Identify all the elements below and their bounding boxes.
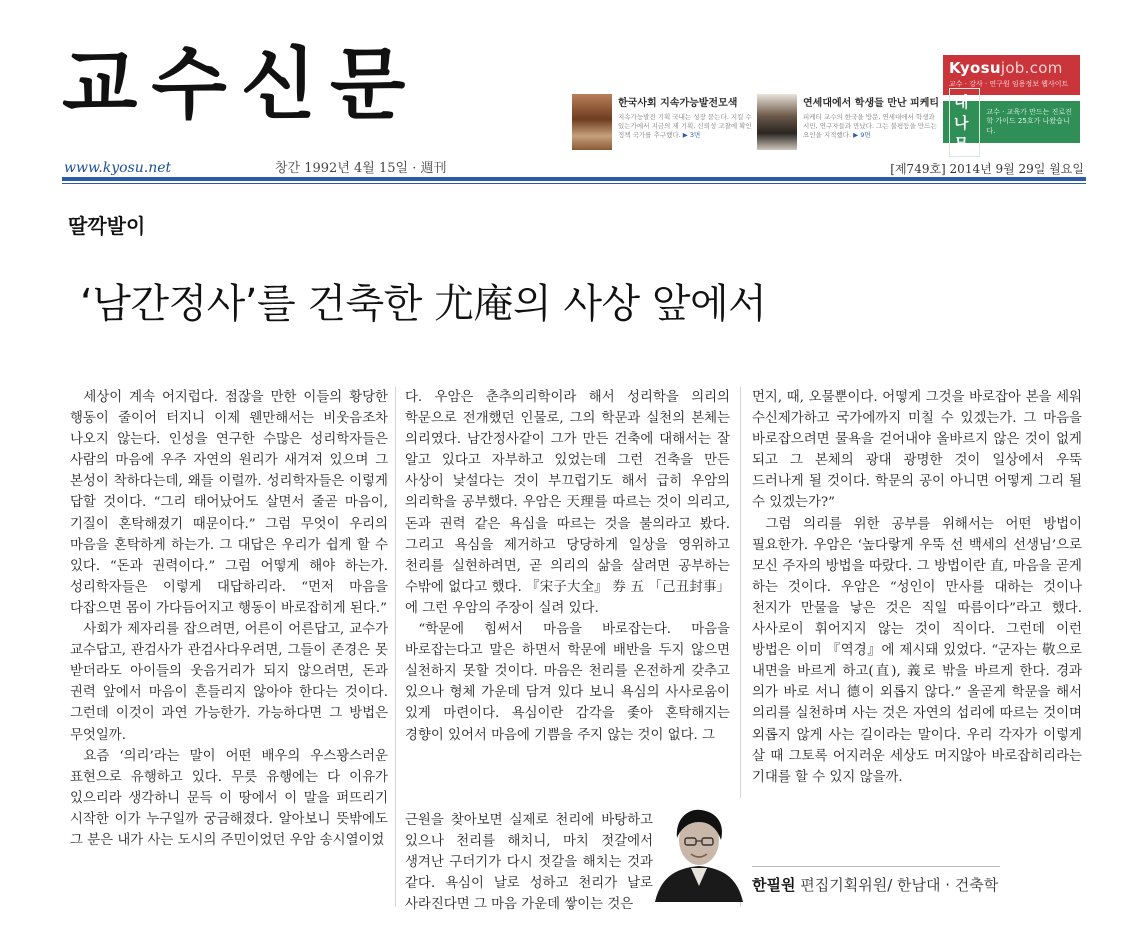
teaser-piketty[interactable] [757,94,940,156]
teaser-text: 지속가능발전 기획 국내는 성장 묻는다. 지킬 수 있는가에서 지금의 제 기획, 신뢰성 고찰에 확인 정책 국가를 추구했다. ▶ 3면 [618,113,752,139]
ad-subtitle: 교수 · 강사 · 연구원 임용정보 웹사이트 [949,80,1069,88]
ad-daenamu[interactable] [943,92,1080,153]
ad-subtitle: 교수 · 교육가 만드는 진로진학 가이드 25호가 나왔습니다. [986,108,1072,135]
column-name: 딸깍발이 [68,214,146,238]
site-url[interactable]: www.kyosu.net [64,160,172,176]
author-role: 편집기획위원/ 한남대 · 건축학 [800,876,999,894]
ad-brand: 대나무 [949,88,980,157]
article-column-2 [405,387,730,746]
byline-rule [752,866,1000,867]
author-name: 한필원 [752,876,796,894]
paragraph: “학문에 힘써서 마음을 바로잡는다. 마음을 바로잡는다고 말은 하면서 학문에 배반을 두지 않으면 실천하지 못할 것이다. 마음은 천리를 온전하게 갖추고 있으나 형체 가운데 담겨 있다 보니 욕심의 사사로움이 있게 마련이다. 욕심이란 감각을 좇아 혼탁해지는 경향이 있어서 마음에 기쁨을 주지 않는 것이 없다. 그 [405,622,730,743]
teaser-photo [757,94,797,150]
article-column-3 [752,387,1082,788]
founded-date: 창간 1992년 4월 15일 · 週刊 [275,161,447,176]
column-divider [395,387,396,907]
newspaper-logo: 교수신문 [62,40,420,130]
teaser-sustainability[interactable] [572,94,752,156]
paragraph: 요즘 ‘의리’라는 말이 어떤 배우의 우스꽝스러운 표현으로 유행하고 있다. 무릇 유행에는 다 이유가 있으리라 생각하니 문득 이 땅에서 이 말을 퍼뜨리기 시작한 이가 누구일까 궁금해졌다. 알아보니 뜻밖에도 그 분은 내가 사는 도시의 주민이었던 우암 송시열이었 [70,748,388,848]
article-column-2-tail: 근원을 찾아보면 실제로 천리에 바탕하고 있으나 천리를 해치니, 마치 젓갈에서 생겨난 구더기가 다시 젓갈을 해치는 것과 같다. 욕심이 날로 성하고 천리가 날로 사라진다면 그 마음 가운데 쌓이는 것은 [405,813,653,913]
paragraph: 먼지, 때, 오물뿐이다. 어떻게 그것을 바로잡아 본을 세워 수신제가하고 국가에까지 미칠 수 있겠는가. 그 마음을 바로잡으려면 물욕을 걷어내야 올바르지 않은 것이 없게 되고 그 본체의 광대 광명한 것이 일상에서 우뚝 드러나게 될 것이다. 학문의 공이 아니면 어떻게 그리 될 수 있겠는가?” [752,390,1082,511]
teaser-title: 한국사회 지속가능발전모색 [618,98,738,109]
author-byline [752,874,998,895]
teaser-text: 피케티 교수의 한국을 방문, 연세대에서 학생과 시민, 연구자들과 만났다. 그는 불평등을 만드는 요인을 지적했다. ▶ 9면 [803,113,937,139]
teaser-photo [572,94,612,150]
paragraph: 사회가 제자리를 잡으려면, 어른이 어른답고, 교수가 교수답고, 관검사가 관검사다우려면, 그들이 존경은 못 받더라도 아이들의 웃음거리가 되지 않으려면, 돈과 권력 앞에서 마음이 흔들리지 않아야 한다는 것이다. 그런데 이것이 과연 가능한가. 가능하다면 그 방법은 무엇일까. [70,622,388,743]
teaser-title: 연세대에서 학생들 만난 피케티 [803,98,940,109]
masthead-rule-thin [62,183,1086,184]
paragraph: 다. 우암은 춘추의리학이라 해서 성리학을 의리의 학문으로 전개했던 인물로, 그의 학문과 실천의 본체는 의리였다. 남간정사같이 그가 만든 건축에 대해서는 잘 알고 있다고 자부하고 있었는데 그런 건축을 만든 사상이 낯설다는 것이 부끄럽기도 해서 급히 우암의 의리학을 공부했다. 우암은 天理를 따르는 것이 의리고, 돈과 권력 같은 욕심을 따르는 것을 불의라고 봤다. 그리고 욕심을 제거하고 당당하게 일상을 영위하고 천리를 실현하려면, 곧 의리의 삶을 살려면 공부하는 수밖에 없다고 했다. 『宋子大全』 券 五 「己丑封事」에 그런 우암의 주장이 실려 있다. [405,390,730,616]
author-photo [655,798,743,902]
masthead-rule [62,177,1086,181]
paragraph: 그럼 의리를 위한 공부를 위해서는 어떤 방법이 필요한가. 우암은 ‘높다랗게 우뚝 선 백세의 선생님’으로 모신 주자의 방법을 따랐다. 그 방법이란 直, 마음을 곧게 하는 것이다. 우암은 “성인이 만사를 대하는 것이나 천지가 만물을 낳은 것은 직일 따름이다”라고 했다. 사사로이 휘어지지 않는 것이 직이다. 그런데 이런 방법은 이미 『역경』에 제시돼 있었다. “군자는 敬으로 내면을 바르게 하고(直), 義로 밖을 바르게 한다. 경과 의가 바로 서니 德이 외롭지 않다.” 올곧게 학문을 해서 의리를 실천하며 사는 것은 자연의 섭리에 따르는 것이며 외롭지 않게 사는 길이라는 말이다. 우리 각자가 이렇게 살 때 그토록 어지러운 세상도 머지않아 바로잡히리라는 기대를 할 수 있지 않을까. [752,516,1082,785]
ad-brand: Kyosujob.com [949,59,1063,77]
issue-number-date: [제749호] 2014년 9월 29일 월요일 [890,162,1084,176]
article-headline: ‘남간정사’를 건축한 尤庵의 사상 앞에서 [80,281,767,327]
article-column-1 [70,387,388,851]
paragraph: 세상이 계속 어지럽다. 점잖을 만한 이들의 황당한 행동이 줄이어 터지니 이제 웬만해서는 비웃음조차 나오지 않는다. 인성을 연구한 수많은 성리학자들은 사람의 마음에 우주 자연의 원리가 새겨져 있으며 그 본성이 착하다는데, 왜들 이럴까. 성리학자들은 이렇게 답할 것이다. “그리 태어났어도 살면서 줄곧 마음이, 기질이 혼탁해졌기 때문이다.” 그럼 무엇이 우리의 마음을 혼탁하게 하는가. 그 대답은 우리가 쉽게 할 수 있다. “돈과 권력이다.” 그럼 어떻게 해야 하는가. 성리학자들은 이렇게 대답하리라. “먼저 마음을 다잡으면 몸이 가다듬어지고 행동이 바로잡히게 된다.” [70,390,388,616]
